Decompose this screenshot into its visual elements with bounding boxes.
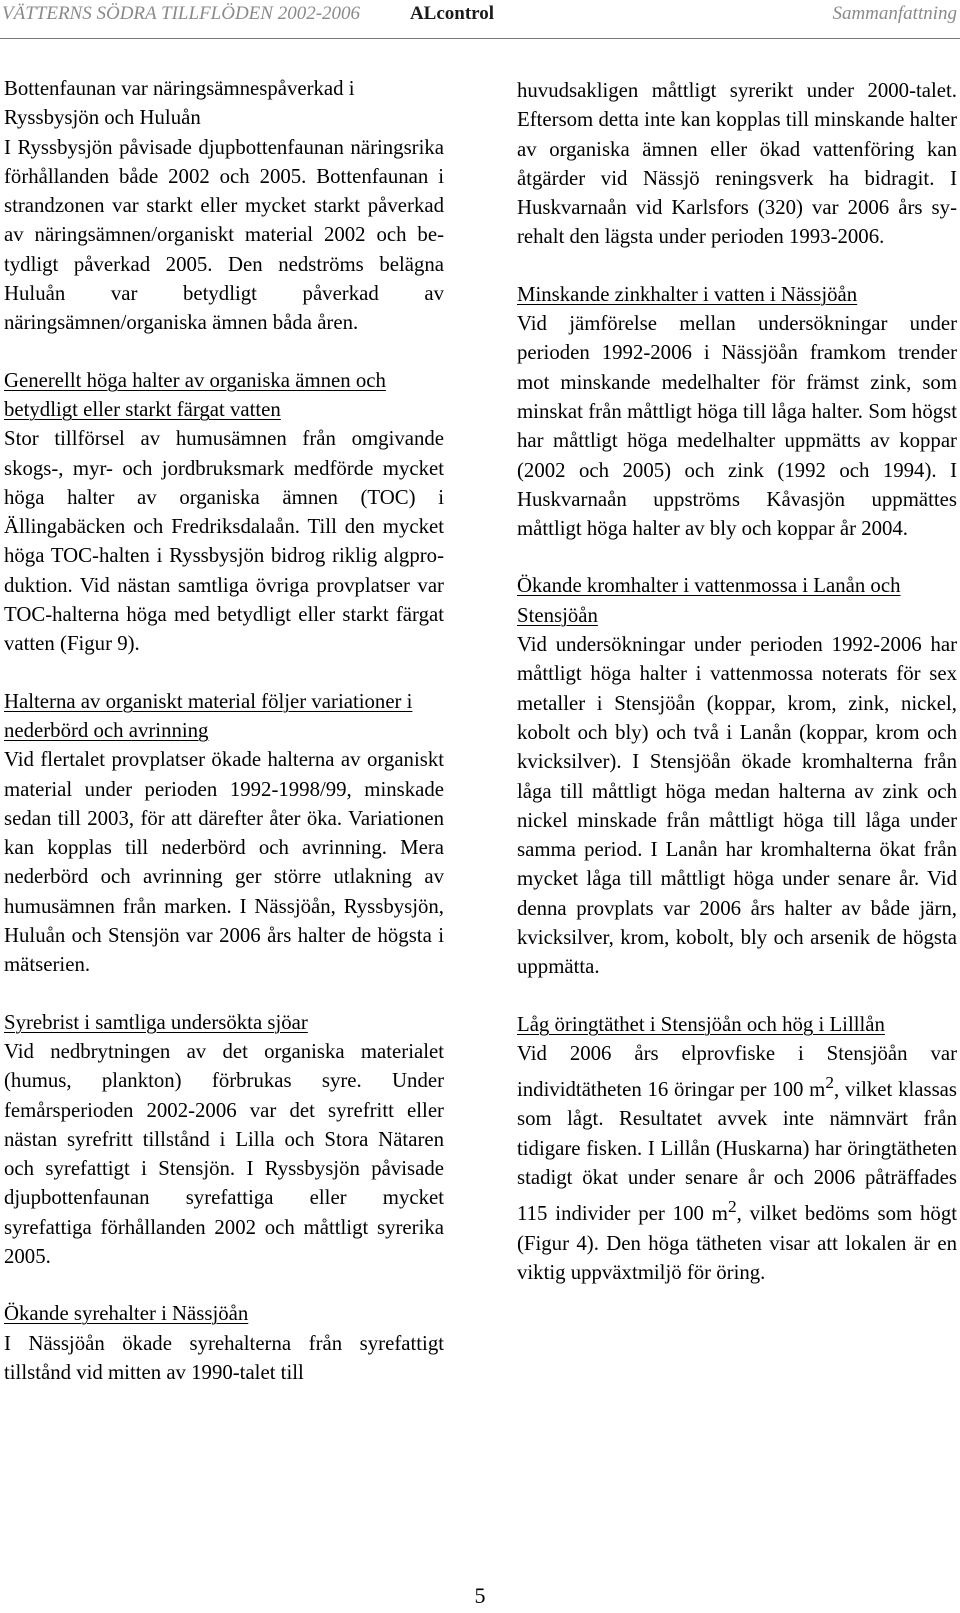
section-body: Vid flertalet provplatser ökade halterna av organiskt material under perioden 1992-1998/99, minskade sedan till 2003, för att därefter åter öka. Variationen kan kopplas till nederbörd och avrinning. Mera nederbörd och avrinning ger större utlakning av humusämnen från marken. I Nässjöån, Ryssbysjön, Huluån och Stensjön var 2006 års halter de högsta i mätserien. bbox=[4, 748, 444, 977]
section-body bbox=[517, 1039, 957, 1287]
section-body: huvudsakligen måttligt syrerikt under 2000-talet. Eftersom detta inte kan kopplas till minskande halter av organiska ämnen eller ökad vattenföring kan åtgärder vid Nässjö reningsverk ha bidragit. I Huskvarnaån vid Karlsfors (320) var 2006 års syrehalt den lägsta under perioden 1993-2006. bbox=[517, 79, 957, 249]
header-report-title: VÄTTERNS SÖDRA TILLFLÖDEN 2002-2006 bbox=[2, 3, 361, 24]
right-column bbox=[517, 76, 957, 1315]
section-oxygen-deficit bbox=[4, 1008, 444, 1272]
section-oxygen-continued bbox=[517, 76, 957, 252]
body-part: Vid 2006 års elprovfiske i Stensjöån var individtätheten 16 öringar per 100 m bbox=[517, 1041, 957, 1102]
section-precipitation bbox=[4, 687, 444, 980]
section-chromium bbox=[517, 571, 957, 981]
header-section-title: Sammanfattning bbox=[832, 3, 957, 24]
section-body: Vid undersökningar under perioden 1992-2006 har måttligt höga halter i vattenmossa noterats för sex metaller i Stensjöån (koppar, krom, zink, nickel, kobolt och bly) och två i Lanån (koppar, krom och kvicksilver). I Stensjöån ökade kromhalterna från låga till måttligt höga medan halterna av zink och nickel minskade från måttligt höga till låga under samma period. I Lanån har kromhalterna ökat från mycket låga till måttligt höga under senare år. Vid denna provplats var 2006 års halter av både järn, kvicksilver, krom, kobolt, bly och arsenik de högsta uppmätta. bbox=[517, 633, 957, 979]
section-heading: Syrebrist i samtliga undersökta sjöar bbox=[4, 1010, 308, 1034]
section-body: I Nässjöån ökade syrehalterna från syrefattigt tillstånd vid mitten av 1990-talet till bbox=[4, 1331, 444, 1384]
header-divider bbox=[0, 38, 960, 39]
section-body: Vid nedbrytningen av det organiska materialet (humus, plankton) förbrukas syre. Under femårsperioden 2002-2006 var det syrefritt eller nästan syrefritt tillstånd i Lilla och Stora Nätaren och syrefattigt i Stensjön. I Ryssbysjön påvisade djupbottenfaunan syrefattiga eller mycket syrefattiga förhållanden 2002 och måttligt syrerika 2005. bbox=[4, 1039, 444, 1268]
page-number-value: 5 bbox=[474, 1583, 486, 1608]
section-trout-density bbox=[517, 1010, 957, 1288]
header-company bbox=[0, 3, 960, 25]
section-heading: Ökande syrehalter i Nässjöån bbox=[4, 1302, 249, 1326]
section-heading: Halterna av organiskt material följer variationer i nederbörd och avrinning bbox=[4, 689, 413, 742]
section-heading: Ökande kromhalter i vattenmossa i Lanån och Stensjöån bbox=[517, 574, 901, 627]
section-zinc bbox=[517, 280, 957, 544]
left-column bbox=[4, 74, 444, 1415]
section-heading: Bottenfaunan var näringsämnespåverkad i Ryssbysjön och Huluån bbox=[4, 77, 355, 130]
section-heading: Låg öringtäthet i Stensjöån och hög i Lilllån bbox=[517, 1012, 885, 1036]
body-part: , vilket klassas som lågt. Resultatet avvek inte nämnvärt från tidigare fisken. I Lillån (Huskarna) har öringtätheten stadigt ökat under senare år och 2006 påträffades 115 individer per 100 m bbox=[517, 1078, 957, 1226]
superscript-2: 2 bbox=[825, 1073, 834, 1093]
body-part: , vilket bedöms som högt (Figur 4). Den höga tätheten visar att lokalen är en viktig uppväxtmiljö för öring. bbox=[517, 1202, 957, 1284]
superscript-2: 2 bbox=[727, 1197, 737, 1217]
page-header bbox=[0, 0, 960, 34]
section-oxygen-increase bbox=[4, 1299, 444, 1387]
section-heading: Generellt höga halter av organiska ämnen och betydligt eller starkt färgat vatten bbox=[4, 368, 386, 421]
section-body: I Ryssbysjön påvisade djupbottenfaunan näringsrika förhållanden både 2002 och 2005. Bottenfaunan i strandzonen var starkt eller mycket starkt påverkad av näringsämnen/organiskt material 2002 och betydligt påverkad 2005. Den nedströms belägna Huluån var betydligt påverkad av näringsämnen/organiska ämnen båda åren. bbox=[4, 135, 444, 335]
page-number bbox=[0, 1583, 960, 1609]
section-body: Stor tillförsel av humusämnen från omgivande skogs-, myr- och jordbruksmark medförde mycket höga halter av organiska ämnen (TOC) i Ällingabäcken och Fredriksdalaån. Till den mycket höga TOC-halten i Ryssbysjön bidrog riklig algproduktion. Vid nästan samtliga övriga provplatser var TOC-halterna höga med betydligt eller starkt färgat vatten (Figur 9). bbox=[4, 427, 444, 656]
section-heading: Minskande zinkhalter i vatten i Nässjöån bbox=[517, 282, 858, 306]
header-company-name: ALcontrol bbox=[409, 3, 495, 24]
section-organic-matter bbox=[4, 366, 444, 659]
section-body: Vid jämförelse mellan undersökningar under perioden 1992-2006 i Nässjöån framkom trender mot minskande medelhalter för främst zink, som minskat från måttligt höga till låga halter. Som högst har måttligt höga medelhalter uppmätts av koppar (2002 och 2005) och zink (1992 och 1994). I Huskvarnaån uppströms Kåvasjön uppmättes måttligt höga halter av bly och koppar år 2004. bbox=[517, 312, 957, 541]
section-nutrient-fauna bbox=[4, 74, 444, 338]
